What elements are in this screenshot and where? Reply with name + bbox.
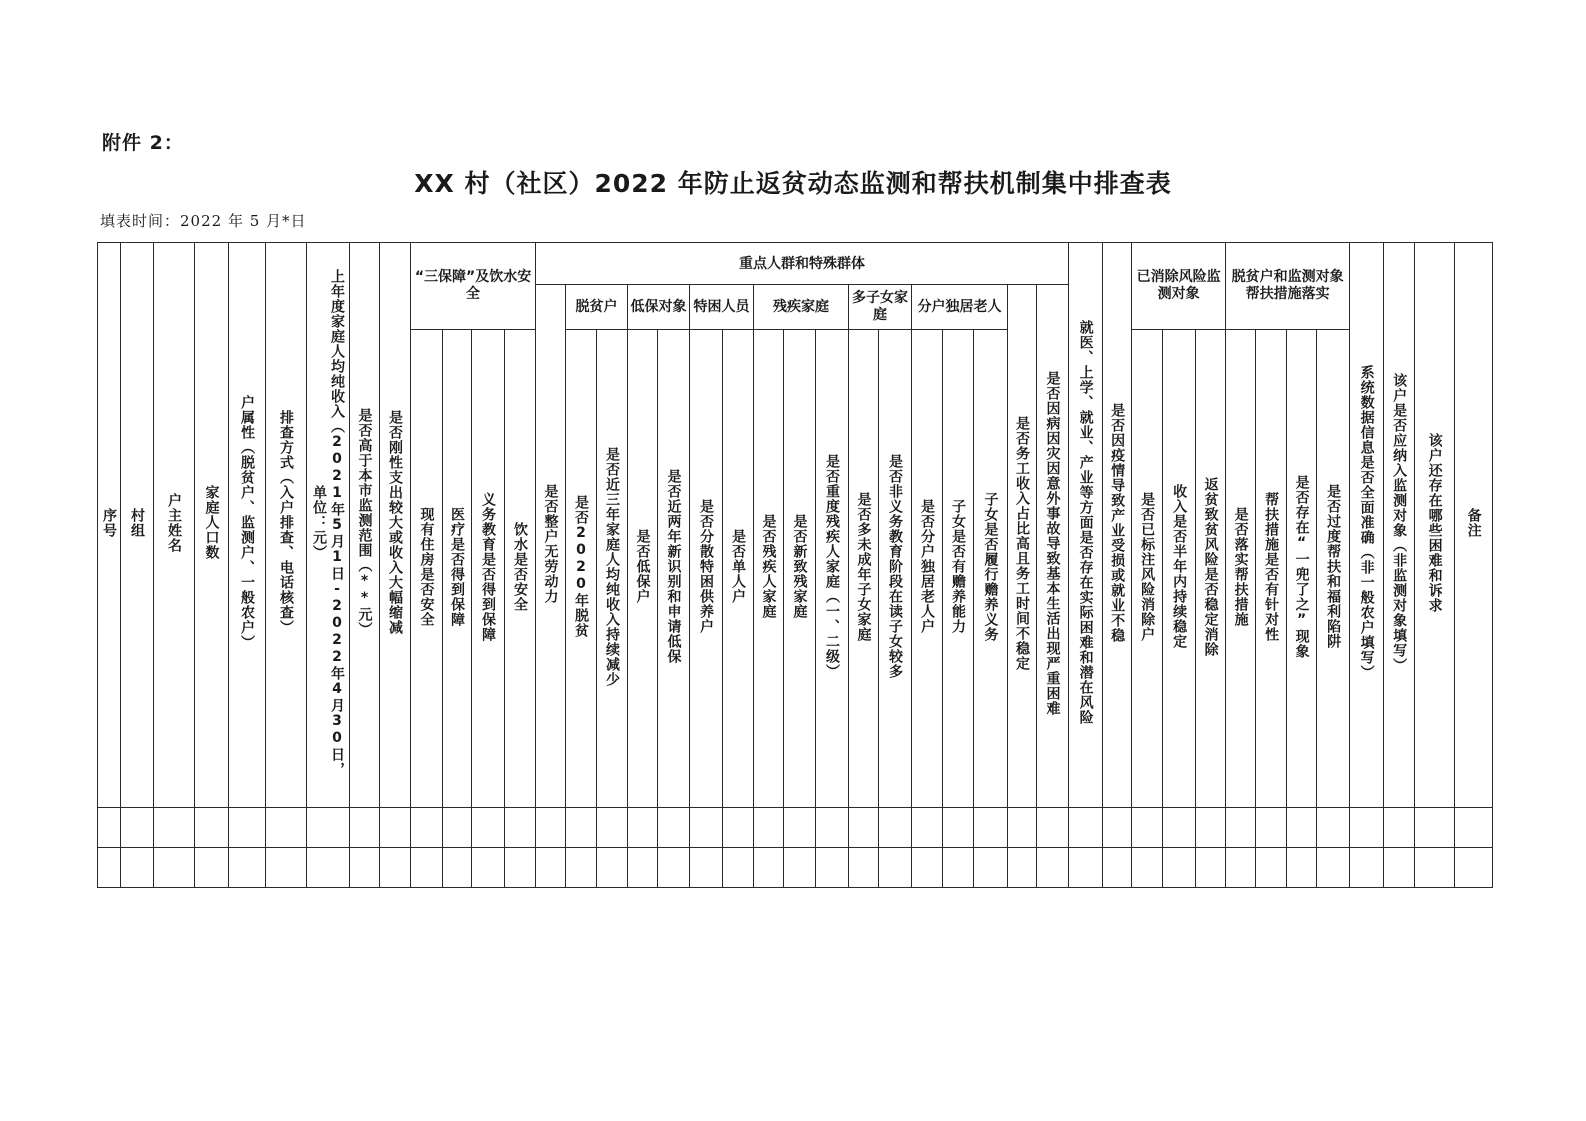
col-targeted: 帮扶措施是否有针对性 <box>1256 330 1287 808</box>
table-row <box>98 808 1493 848</box>
col-exit-2020: 是否2020年脱贫 <box>566 330 597 808</box>
col-housing: 现有住房是否安全 <box>411 330 443 808</box>
col-single: 是否单人户 <box>723 330 754 808</box>
group-tekun: 特困人员 <box>690 285 754 330</box>
col-data-accuracy: 系统数据信息是否全面准确（非一般农户填写） <box>1350 243 1384 808</box>
col-new-dibao: 是否近两年新识别和申请低保 <box>658 330 690 808</box>
col-rigid-expense: 是否刚性支出较大或收入大幅缩减 <box>380 243 411 808</box>
col-check-method: 排查方式（入户排查、电话核查） <box>266 243 307 808</box>
col-measures-done: 是否落实帮扶措施 <box>1226 330 1256 808</box>
group-eliminated: 已消除风险监测对象 <box>1132 243 1226 330</box>
col-income: 上年度家庭人均纯收入（2021年5月1日-2022年4月30日，单位：元） <box>307 243 350 808</box>
col-fulfill-support: 子女是否履行赡养义务 <box>974 330 1008 808</box>
col-above-range: 是否高于本市监测范围（**元） <box>350 243 380 808</box>
col-severe-disabled: 是否重度残疾人家庭（一、二级） <box>816 330 849 808</box>
group-dibao: 低保对象 <box>628 285 690 330</box>
col-scattered: 是否分散特困供养户 <box>690 330 723 808</box>
col-support-ability: 子女是否有赡养能力 <box>943 330 974 808</box>
col-disaster: 是否因病因灾因意外事故导致基本生活出现严重困难 <box>1037 285 1069 808</box>
attachment-label: 附件 2： <box>102 132 184 154</box>
col-is-dibao: 是否低保户 <box>628 330 658 808</box>
col-risk-stable: 返贫致贫风险是否稳定消除 <box>1196 330 1226 808</box>
col-difficulties: 该户还存在哪些困难和诉求 <box>1415 243 1455 808</box>
col-education: 义务教育是否得到保障 <box>472 330 505 808</box>
col-separate-elderly: 是否分户独居老人户 <box>912 330 943 808</box>
screening-table <box>97 242 1493 888</box>
col-water: 饮水是否安全 <box>505 330 536 808</box>
group-poverty-exit: 脱贫户 <box>566 285 628 330</box>
form-title: XX 村（社区）2022 年防止返贫动态监测和帮扶机制集中排查表 <box>414 169 1172 198</box>
col-welfare-trap: 是否过度帮扶和福利陷阱 <box>1317 330 1350 808</box>
group-key-groups: 重点人群和特殊群体 <box>536 243 1069 285</box>
col-family-size: 家庭人口数 <box>195 243 229 808</box>
col-work-income: 是否务工收入占比高且务工时间不稳定 <box>1008 285 1037 808</box>
group-elderly: 分户独居老人 <box>912 285 1008 330</box>
col-income-decline: 是否近三年家庭人均纯收入持续减少 <box>597 330 628 808</box>
col-seq: 序号 <box>98 243 121 808</box>
col-minors: 是否多未成年子女家庭 <box>849 330 879 808</box>
col-no-labor: 是否整户无劳动力 <box>536 285 566 808</box>
col-medical: 医疗是否得到保障 <box>443 330 472 808</box>
fill-time: 填表时间：2022 年 5 月*日 <box>100 212 307 230</box>
col-head-name: 户主姓名 <box>154 243 195 808</box>
col-students: 是否非义务教育阶段在读子女较多 <box>879 330 912 808</box>
group-measures: 脱贫户和监测对象帮扶措施落实 <box>1226 243 1350 330</box>
col-village-group: 村组 <box>121 243 154 808</box>
group-multi-child: 多子女家庭 <box>849 285 912 330</box>
col-covid: 是否因疫情导致产业受损或就业不稳 <box>1103 243 1132 808</box>
col-marked-eliminated: 是否已标注风险消除户 <box>1132 330 1163 808</box>
col-household-attr: 户属性（脱贫户、监测户、一般农户） <box>229 243 266 808</box>
table-row <box>98 848 1493 888</box>
col-hidden-risk: 就医、上学、就业、产业等方面是否存在实际困难和潜在风险 <box>1069 243 1103 808</box>
col-disabled-family: 是否残疾人家庭 <box>754 330 784 808</box>
col-new-disabled: 是否新致残家庭 <box>784 330 816 808</box>
group-safety: “三保障”及饮水安全 <box>411 243 536 330</box>
col-stable-income: 收入是否半年内持续稳定 <box>1163 330 1196 808</box>
col-remarks: 备注 <box>1455 243 1493 808</box>
col-dou-le-zhi: 是否存在“一兜了之”现象 <box>1287 330 1317 808</box>
group-disabled: 残疾家庭 <box>754 285 849 330</box>
col-should-monitor: 该户是否应纳入监测对象（非监测对象填写） <box>1384 243 1415 808</box>
